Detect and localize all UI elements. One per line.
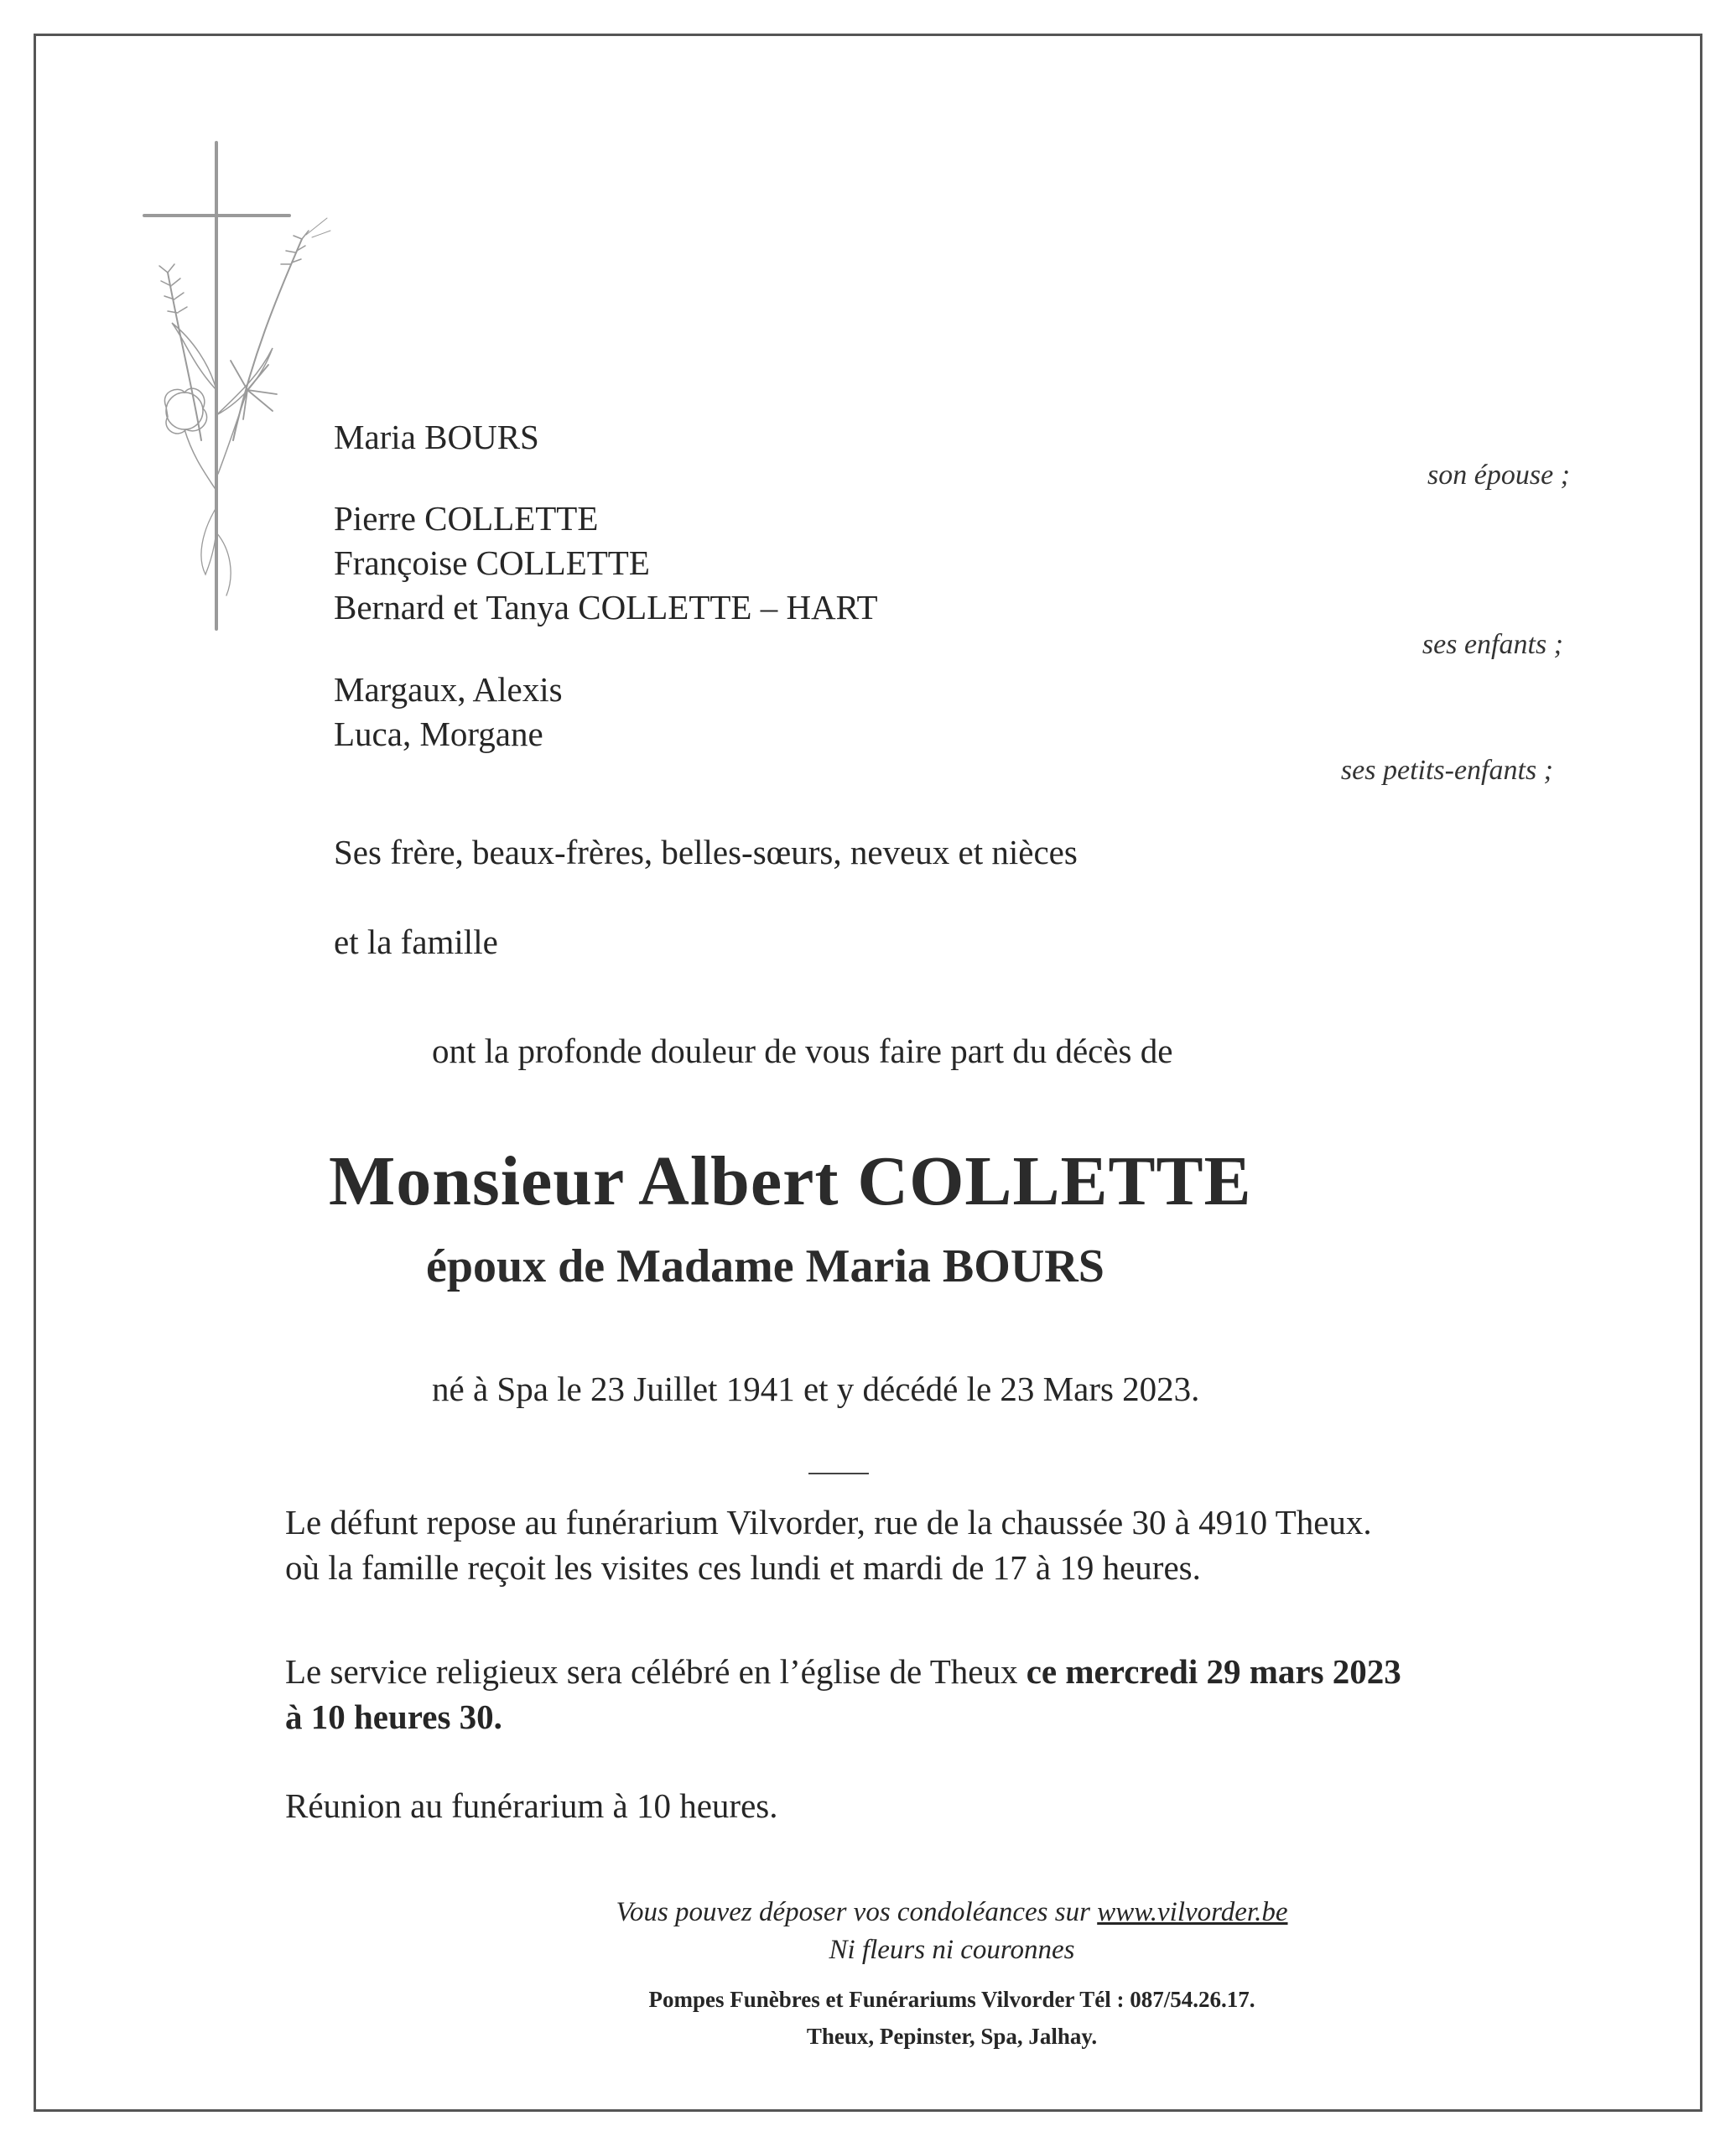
announcement-text: ont la profonde douleur de vous faire part du décès de bbox=[432, 1032, 1173, 1070]
children-list bbox=[334, 496, 878, 630]
grandchildren-relation: ses petits-enfants ; bbox=[1340, 755, 1553, 786]
footer-line: Pompes Funèbres et Funérariums Vilvorder Tél : 087/54.26.17. bbox=[648, 1987, 1255, 2012]
condolences-link[interactable]: www.vilvorder.be bbox=[1097, 1897, 1288, 1927]
service-time: à 10 heures 30. bbox=[285, 1697, 502, 1736]
rest-line: Le défunt repose au funérarium Vilvorder, rue de la chaussée 30 à 4910 Theux. bbox=[285, 1503, 1372, 1541]
rest-line: où la famille reçoit les visites ces lundi et mardi de 17 à 19 heures. bbox=[285, 1548, 1201, 1587]
footer-line: Theux, Pepinster, Spa, Jalhay. bbox=[806, 2024, 1098, 2049]
service-info bbox=[285, 1649, 1401, 1739]
footer bbox=[449, 1981, 1455, 2055]
family-line: et la famille bbox=[334, 923, 498, 961]
relatives-line: Ses frère, beaux-frères, belles-sœurs, neveux et nièces bbox=[334, 833, 1078, 871]
spouse-relation: son épouse ; bbox=[1427, 460, 1570, 491]
grandchildren-list bbox=[334, 668, 563, 756]
deceased-name: Monsieur Albert COLLETTE bbox=[329, 1142, 1252, 1220]
service-date: ce mercredi 29 mars 2023 bbox=[1026, 1652, 1401, 1691]
condolences-text: Vous pouvez déposer vos condoléances sur bbox=[616, 1897, 1098, 1927]
no-flowers-text: Ni fleurs ni couronnes bbox=[829, 1935, 1075, 1965]
rest-info bbox=[285, 1500, 1372, 1590]
grandchildren-line: Margaux, Alexis bbox=[334, 670, 563, 709]
child-name: Françoise COLLETTE bbox=[334, 543, 650, 582]
children-relation: ses enfants ; bbox=[1422, 629, 1563, 660]
birth-death-dates: né à Spa le 23 Juillet 1941 et y décédé le 23 Mars 2023. bbox=[432, 1370, 1200, 1408]
grandchildren-line: Luca, Morgane bbox=[334, 715, 543, 753]
meeting-info: Réunion au funérarium à 10 heures. bbox=[285, 1786, 778, 1825]
service-text: Le service religieux sera célébré en l’église de Theux bbox=[285, 1652, 1027, 1691]
divider bbox=[808, 1473, 869, 1474]
spouse-name: Maria BOURS bbox=[334, 418, 539, 456]
child-name: Pierre COLLETTE bbox=[334, 499, 599, 538]
cross-with-flowers-icon bbox=[134, 138, 335, 642]
condolences-block bbox=[449, 1894, 1455, 1969]
deceased-spouse-line: époux de Madame Maria BOURS bbox=[426, 1240, 1104, 1292]
child-name: Bernard et Tanya COLLETTE – HART bbox=[334, 588, 878, 626]
